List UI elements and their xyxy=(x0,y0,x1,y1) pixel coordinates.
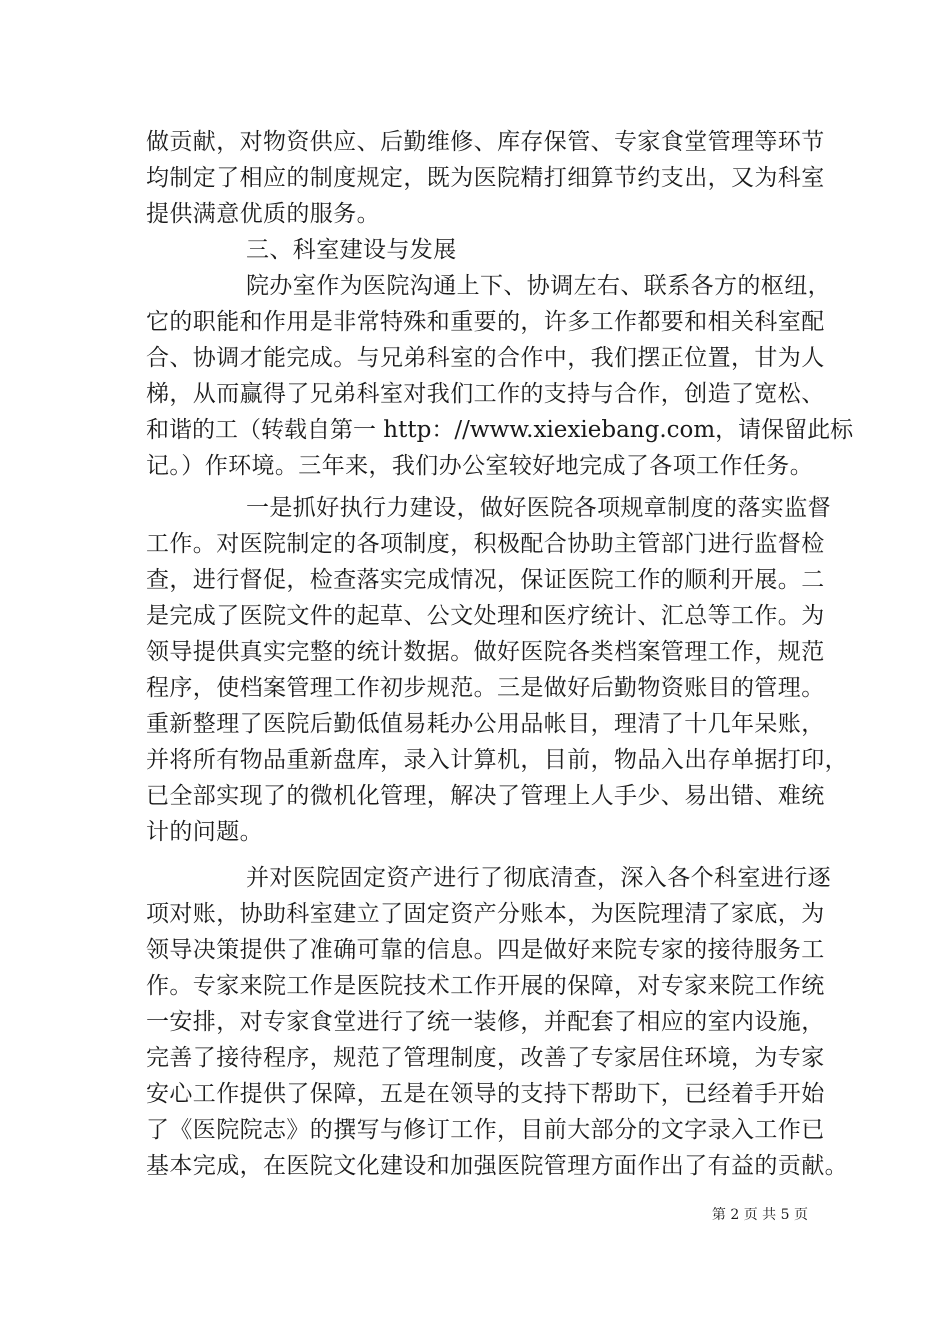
text-line: 和谐的工（转载自第一 http：//www.xiexiebang.com，请保留此标 xyxy=(146,417,854,443)
text-line: 重新整理了医院后勤低值易耗办公用品帐目，理清了十几年呆账， xyxy=(146,711,825,737)
text-line: 提供满意优质的服务。 xyxy=(146,201,380,227)
text-line: 程序，使档案管理工作初步规范。三是做好后勤物资账目的管理。 xyxy=(146,675,825,701)
text-line: 计的问题。 xyxy=(146,819,263,845)
text-line: 记。）作环境。三年来，我们办公室较好地完成了各项工作任务。 xyxy=(146,453,814,479)
text-line: 了《医院院志》的撰写与修订工作，目前大部分的文字录入工作已 xyxy=(146,1117,825,1143)
text-line: 是完成了医院文件的起草、公文处理和医疗统计、汇总等工作。为 xyxy=(146,603,825,629)
text-line: 基本完成，在医院文化建设和加强医院管理方面作出了有益的贡献。 xyxy=(146,1153,848,1179)
text-line: 领导提供真实完整的统计数据。做好医院各类档案管理工作，规范 xyxy=(146,639,825,665)
text-line: 并将所有物品重新盘库，录入计算机，目前，物品入出存单据打印， xyxy=(146,747,848,773)
text-line: 它的职能和作用是非常特殊和重要的，许多工作都要和相关科室配 xyxy=(146,309,825,335)
text-line: 一安排，对专家食堂进行了统一装修，并配套了相应的室内设施， xyxy=(146,1009,825,1035)
text-line: 做贡献，对物资供应、后勤维修、库存保管、专家食堂管理等环节 xyxy=(146,129,825,155)
text-line: 领导决策提供了准确可靠的信息。四是做好来院专家的接待服务工 xyxy=(146,937,825,963)
text-line: 一是抓好执行力建设，做好医院各项规章制度的落实监督 xyxy=(246,495,831,521)
text-line: 查，进行督促，检查落实完成情况，保证医院工作的顺利开展。二 xyxy=(146,567,825,593)
text-line: 梯，从而赢得了兄弟科室对我们工作的支持与合作，创造了宽松、 xyxy=(146,381,825,407)
text-line: 项对账，协助科室建立了固定资产分账本，为医院理清了家底，为 xyxy=(146,901,825,927)
text-line: 均制定了相应的制度规定，既为医院精打细算节约支出，又为科室 xyxy=(146,165,825,191)
text-line: 合、协调才能完成。与兄弟科室的合作中，我们摆正位置，甘为人 xyxy=(146,345,825,371)
text-line: 并对医院固定资产进行了彻底清查，深入各个科室进行逐 xyxy=(246,865,831,891)
text-line: 院办室作为医院沟通上下、协调左右、联系各方的枢纽， xyxy=(246,273,831,299)
text-line: 工作。对医院制定的各项制度，积极配合协助主管部门进行监督检 xyxy=(146,531,825,557)
text-line: 作。专家来院工作是医院技术工作开展的保障，对专家来院工作统 xyxy=(146,973,825,999)
text-line: 安心工作提供了保障，五是在领导的支持下帮助下，已经着手开始 xyxy=(146,1081,825,1107)
text-line: 完善了接待程序，规范了管理制度，改善了专家居住环境，为专家 xyxy=(146,1045,825,1071)
page-number: 第 2 页 共 5 页 xyxy=(711,1207,808,1223)
section-heading: 三、科室建设与发展 xyxy=(246,237,457,263)
text-line: 已全部实现了的微机化管理，解决了管理上人手少、易出错、难统 xyxy=(146,783,825,809)
